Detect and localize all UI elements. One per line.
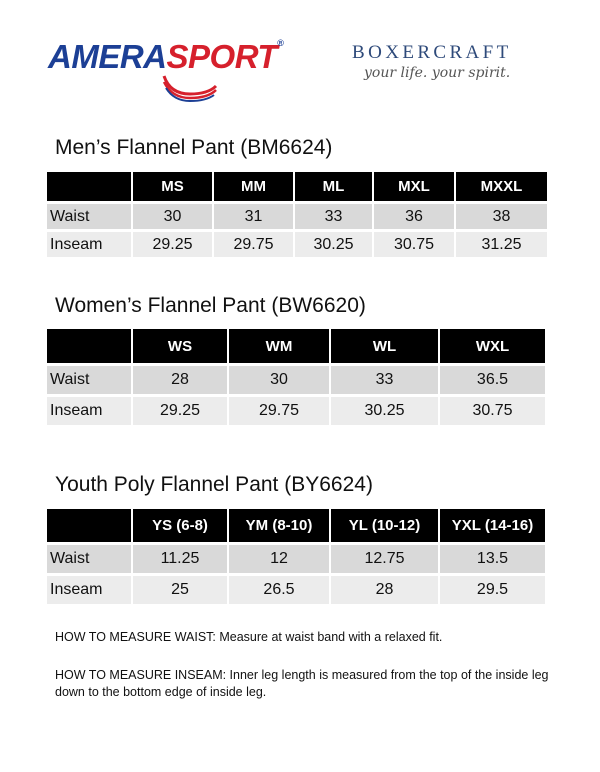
table-row [47, 576, 545, 604]
size-header: YM (8-10) [229, 509, 329, 542]
row-label: Inseam [47, 397, 131, 425]
table-row [47, 204, 547, 229]
table-cell: 30 [229, 366, 329, 394]
row-label: Inseam [47, 576, 131, 604]
youth-size-table [45, 506, 547, 607]
row-label: Inseam [47, 232, 131, 257]
size-header: WL [331, 329, 438, 363]
header-blank-cell [47, 329, 131, 363]
flag-swoosh-icon [160, 72, 220, 102]
table-cell: 29.5 [440, 576, 545, 604]
table-cell: 29.75 [229, 397, 329, 425]
table-cell: 31.25 [456, 232, 547, 257]
table-cell: 33 [295, 204, 372, 229]
table-header-row [47, 172, 547, 201]
table-cell: 12 [229, 545, 329, 573]
registered-mark: ® [277, 38, 284, 48]
table-cell: 29.25 [133, 397, 227, 425]
table-cell: 28 [331, 576, 438, 604]
table-cell: 13.5 [440, 545, 545, 573]
womens-section-title: Women’s Flannel Pant (BW6620) [55, 294, 366, 317]
table-header-row [47, 509, 545, 542]
header-blank-cell [47, 172, 131, 201]
table-cell: 25 [133, 576, 227, 604]
mens-size-table [45, 169, 549, 260]
table-cell: 38 [456, 204, 547, 229]
table-cell: 33 [331, 366, 438, 394]
row-label: Waist [47, 204, 131, 229]
table-cell: 30.75 [374, 232, 454, 257]
header-blank-cell [47, 509, 131, 542]
amerasport-logo-part2: SPORT [166, 38, 278, 75]
size-header: YXL (14-16) [440, 509, 545, 542]
table-cell: 30.25 [331, 397, 438, 425]
size-header: YL (10-12) [331, 509, 438, 542]
table-cell: 29.25 [133, 232, 212, 257]
waist-measure-note: HOW TO MEASURE WAIST: Measure at waist band with a relaxed fit. [55, 630, 443, 644]
amerasport-logo [48, 34, 298, 104]
size-header: WM [229, 329, 329, 363]
table-row [47, 545, 545, 573]
table-cell: 30.75 [440, 397, 545, 425]
youth-section-title: Youth Poly Flannel Pant (BY6624) [55, 473, 373, 496]
size-header: WXL [440, 329, 545, 363]
table-cell: 11.25 [133, 545, 227, 573]
table-cell: 30 [133, 204, 212, 229]
table-cell: 26.5 [229, 576, 329, 604]
size-header: MXL [374, 172, 454, 201]
table-cell: 28 [133, 366, 227, 394]
inseam-measure-note: HOW TO MEASURE INSEAM: Inner leg length is measured from the top of the inside leg down to the bottom edge of inside leg. [55, 668, 549, 699]
table-cell: 29.75 [214, 232, 293, 257]
table-cell: 31 [214, 204, 293, 229]
row-label: Waist [47, 366, 131, 394]
logo-bar [0, 0, 600, 110]
amerasport-logo-part1: AMERA [48, 38, 167, 75]
boxercraft-name: BOXERCRAFT [352, 42, 512, 63]
table-cell: 30.25 [295, 232, 372, 257]
size-header: MM [214, 172, 293, 201]
table-row [47, 366, 545, 394]
boxercraft-logo [352, 42, 552, 81]
table-cell: 36 [374, 204, 454, 229]
table-cell: 12.75 [331, 545, 438, 573]
size-header: WS [133, 329, 227, 363]
boxercraft-tagline: your life. your spirit. [364, 65, 511, 81]
table-header-row [47, 329, 545, 363]
row-label: Waist [47, 545, 131, 573]
table-row [47, 232, 547, 257]
size-header: MXXL [456, 172, 547, 201]
table-cell: 36.5 [440, 366, 545, 394]
womens-size-table [45, 326, 547, 428]
mens-section-title: Men’s Flannel Pant (BM6624) [55, 136, 333, 159]
table-row [47, 397, 545, 425]
size-header: MS [133, 172, 212, 201]
size-header: YS (6-8) [133, 509, 227, 542]
size-header: ML [295, 172, 372, 201]
